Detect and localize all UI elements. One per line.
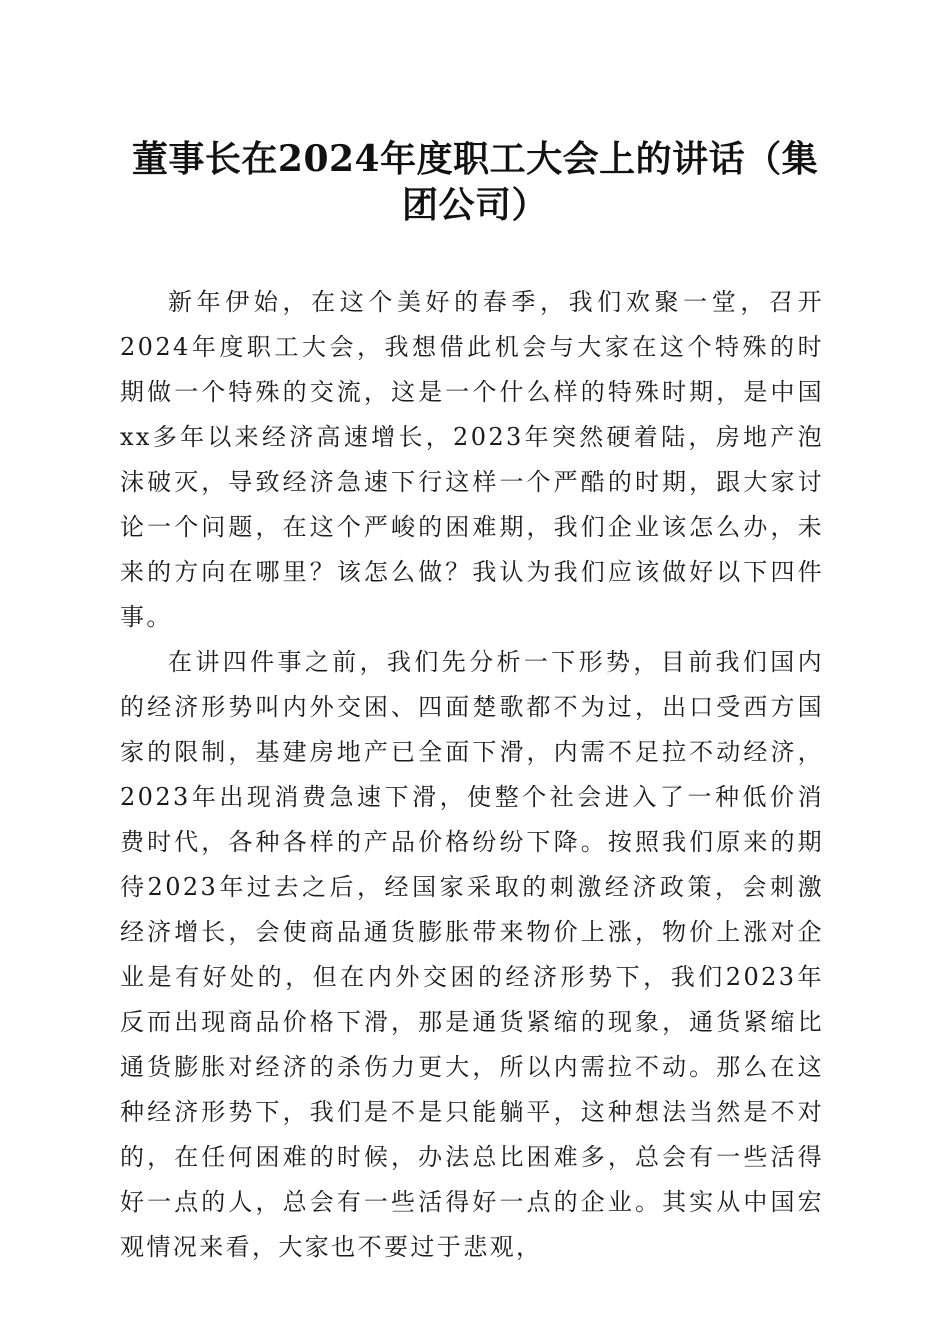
paragraph-1: 新年伊始，在这个美好的春季，我们欢聚一堂，召开2024年度职工大会，我想借此机会与大家在这个特殊的时期做一个特殊的交流，这是一个什么样的特殊时期，是中国xx多年以来经济高速增长，2023年突然硬着陆，房地产泡沫破灭，导致经济急速下行这样一个严酷的时期，跟大家讨论一个问题，在这个严峻的困难期，我们企业该怎么办，未来的方向在哪里？该怎么做？我认为我们应该做好以下四件事。	[120, 288, 824, 631]
paragraph-2: 在讲四件事之前，我们先分析一下形势，目前我们国内的经济形势叫内外交困、四面楚歌都不为过，出口受西方国家的限制，基建房地产已全面下滑，内需不足拉不动经济，2023年出现消费急速下滑，使整个社会进入了一种低价消费时代，各种各样的产品价格纷纷下降。按照我们原来的期待2023年过去之后，经国家采取的刺激经济政策，会刺激经济增长，会使商品通货膨胀带来物价上涨，物价上涨对企业是有好处的，但在内外交困的经济形势下，我们2023年反而出现商品价格下滑，那是通货紧缩的现象，通货紧缩比通货膨胀对经济的杀伤力更大，所以内需拉不动。那么在这种经济形势下，我们是不是只能躺平，这种想法当然是不对的，在任何困难的时候，办法总比困难多，总会有一些活得好一点的人，总会有一些活得好一点的企业。其实从中国宏观情况来看，大家也不要过于悲观，	[120, 648, 824, 1261]
document-title: 董事长在2024年度职工大会上的讲话（集团公司）	[131, 138, 819, 226]
document-body	[120, 280, 824, 1270]
